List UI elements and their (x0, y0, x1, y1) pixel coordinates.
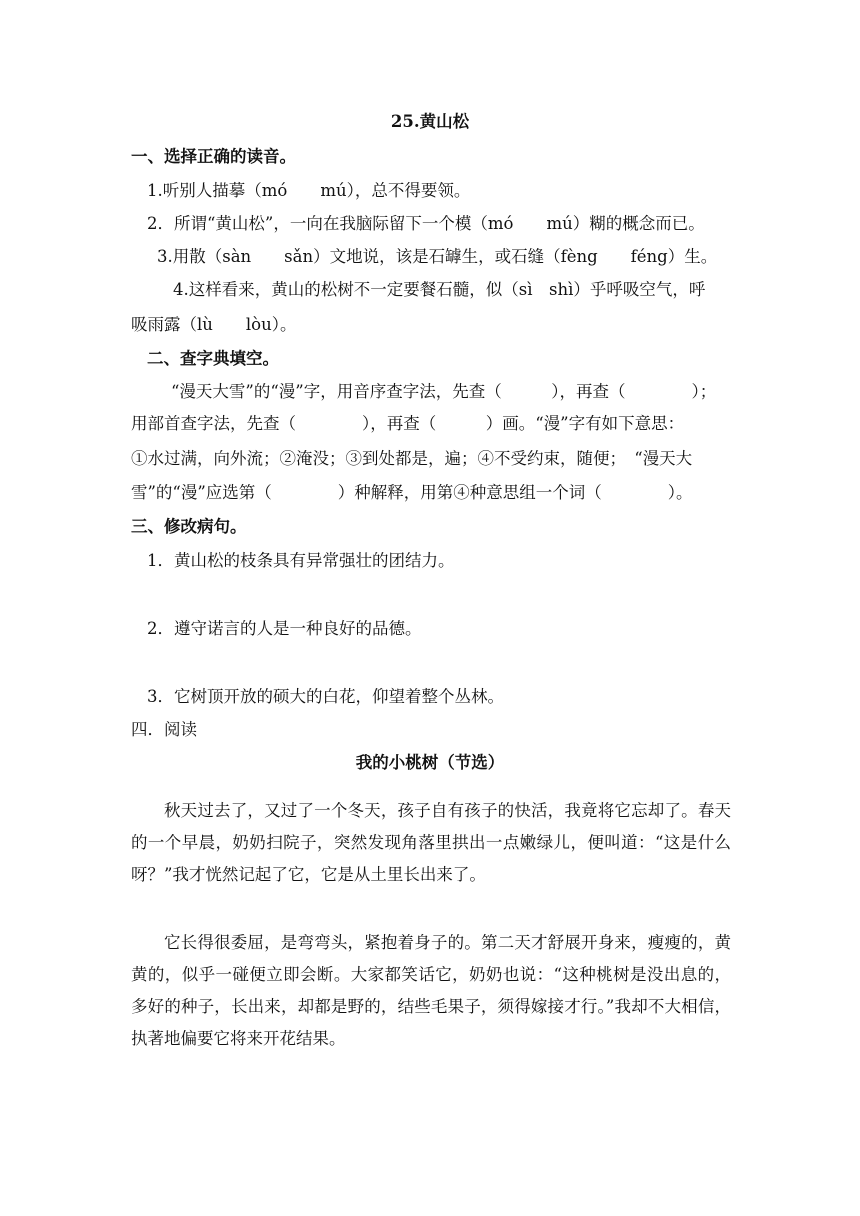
sentence-item: 2．遵守诺言的人是一种良好的品德。 (147, 619, 422, 638)
fill-blank-line: 雪”的“漫”应选第（ ）种解释，用第④种意思组一个词（ ）。 (131, 483, 693, 502)
passage-paragraph: 它长得很委屈，是弯弯头，紧抱着身子的。第二天才舒展开身来，瘦瘦的，黄黄的，似乎一碰便立即会断。大家都笑话它，奶奶也说：“这种桃树是没出息的，多好的种子，长出来，却都是野的，结些毛果子，须得嫁接才行。”我却不大相信，执著地偏要它将来开花结果。 (131, 933, 731, 1048)
section-3-heading: 三、修改病句。 (131, 517, 247, 536)
section-4-heading: 四．阅读 (131, 720, 197, 739)
question-item: 2．所谓“黄山松”，一向在我脑际留下一个模（mó mú）糊的概念而已。 (147, 214, 705, 233)
section-1-heading: 一、选择正确的读音。 (131, 147, 296, 166)
passage-title: 我的小桃树（节选） (355, 753, 505, 772)
sentence-item: 3．它树顶开放的硕大的白花，仰望着整个丛林。 (147, 687, 504, 706)
fill-blank-line: ①水过满，向外流；②淹没；③到处都是，遍；④不受约束，随便； “漫天大 (131, 449, 693, 468)
section-2-heading: 二、查字典填空。 (147, 349, 279, 368)
fill-blank-line: “漫天大雪”的“漫”字，用音序查字法，先查（ ），再查（ ）； (171, 382, 717, 401)
sentence-item: 1．黄山松的枝条具有异常强壮的团结力。 (147, 551, 455, 570)
question-item-continued: 吸雨露（lù lòu）。 (131, 315, 297, 334)
fill-blank-line: 用部首查字法，先查（ ），再查（ ）画。“漫”字有如下意思： (131, 414, 685, 433)
page-title: 25.黄山松 (390, 112, 470, 131)
question-item: 4.这样看来，黄山的松树不一定要餐石髓，似（sì shì）乎呼吸空气，呼 (173, 280, 706, 299)
question-item: 3.用散（sàn sǎn）文地说，该是石罅生，或石缝（fèng féng）生。 (157, 247, 718, 266)
passage-paragraph: 秋天过去了，又过了一个冬天，孩子自有孩子的快活，我竟将它忘却了。春天的一个早晨，奶奶扫院子，突然发现角落里拱出一点嫩绿儿，便叫道：“这是什么呀？”我才恍然记起了它，它是从土里长出来了。 (131, 801, 731, 884)
question-item: 1.听别人描摹（mó mú），总不得要领。 (147, 181, 471, 200)
